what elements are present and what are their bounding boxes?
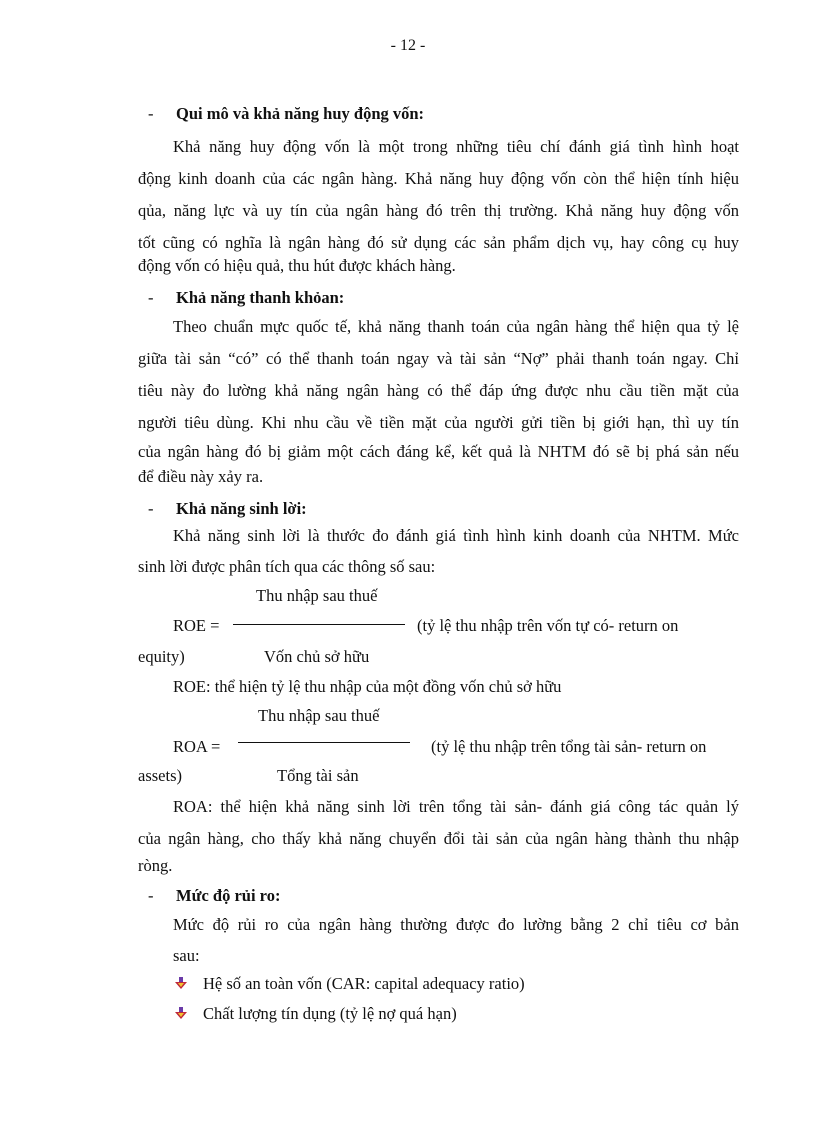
page-number: - 12 - bbox=[390, 37, 426, 54]
roa-label: ROA = bbox=[173, 737, 221, 756]
heading-capital-text: Qui mô và khả năng huy động vốn: bbox=[176, 104, 425, 123]
paragraph-line: động vốn có hiệu quả, thu hút được khách hàng. bbox=[138, 256, 456, 275]
roa-description-continued: assets) bbox=[138, 766, 182, 785]
heading-profitability bbox=[148, 499, 307, 519]
roa-numerator: Thu nhập sau thuế bbox=[258, 706, 380, 725]
heading-dash: - bbox=[148, 499, 154, 518]
heading-risk-text: Mức độ rủi ro: bbox=[176, 886, 281, 905]
heading-dash: - bbox=[148, 886, 154, 905]
roe-denominator: Vốn chủ sở hữu bbox=[264, 647, 370, 666]
paragraph-line: để điều này xảy ra. bbox=[138, 467, 264, 486]
heading-risk bbox=[148, 886, 280, 906]
paragraph-line: ROA: thể hiện khả năng sinh lời trên tổng tài sản- đánh giá công tác quản lý bbox=[173, 797, 739, 816]
paragraph-line: của ngân hàng, cho thấy khả năng chuyển đổi tài sản của ngân hàng thành thu nhập bbox=[138, 829, 739, 848]
heading-liquidity-text: Khả năng thanh khỏan: bbox=[176, 288, 345, 307]
roe-numerator: Thu nhập sau thuế bbox=[256, 586, 378, 605]
paragraph-line: người tiêu dùng. Khi nhu cầu về tiền mặt của người gửi tiền bị giới hạn, thì uy tín bbox=[138, 413, 739, 432]
heading-dash: - bbox=[148, 288, 154, 307]
arrow-bullet-icon bbox=[174, 976, 188, 990]
bullet-item-credit-quality: Chất lượng tín dụng (tỷ lệ nợ quá hạn) bbox=[203, 1004, 457, 1023]
paragraph-line: giữa tài sản “có” có thể thanh toán ngay và tài sản “Nợ” phải thanh toán ngay. Chỉ bbox=[138, 349, 739, 368]
paragraph-line: qủa, năng lực và uy tín của ngân hàng đó trên thị trường. Khả năng huy động vốn bbox=[138, 201, 739, 220]
paragraph-line: động kinh doanh của các ngân hàng. Khả năng huy động vốn còn thể hiện tính hiệu bbox=[138, 169, 739, 188]
paragraph-line: tốt cũng có nghĩa là ngân hàng đó sử dụng các sản phẩm dịch vụ, hay công cụ huy bbox=[138, 233, 739, 252]
roe-description-continued: equity) bbox=[138, 647, 185, 666]
roe-description: (tỷ lệ thu nhập trên vốn tự có- return on bbox=[417, 616, 679, 635]
heading-dash: - bbox=[148, 104, 154, 123]
roa-description: (tỷ lệ thu nhập trên tổng tài sản- return on bbox=[431, 737, 707, 756]
roa-fraction-bar bbox=[238, 742, 410, 743]
paragraph-line: sau: bbox=[173, 946, 200, 965]
paragraph-line: ròng. bbox=[138, 856, 173, 875]
arrow-bullet-icon bbox=[174, 1006, 188, 1020]
roe-explanation: ROE: thể hiện tỷ lệ thu nhập của một đồng vốn chủ sở hữu bbox=[173, 677, 562, 696]
paragraph-line: sinh lời được phân tích qua các thông số sau: bbox=[138, 557, 436, 576]
bullet-item-car: Hệ số an toàn vốn (CAR: capital adequacy ratio) bbox=[203, 974, 525, 993]
heading-profitability-text: Khả năng sinh lời: bbox=[176, 499, 307, 518]
paragraph-line: Mức độ rủi ro của ngân hàng thường được đo lường bằng 2 chỉ tiêu cơ bản bbox=[173, 915, 739, 934]
paragraph-line: của ngân hàng đó bị giảm một cách đáng kể, kết quả là NHTM đó sẽ bị phá sản nếu bbox=[138, 442, 739, 461]
paragraph-line: Khả năng sinh lời là thước đo đánh giá tình hình kinh doanh của NHTM. Mức bbox=[173, 526, 739, 545]
roe-fraction-bar bbox=[233, 624, 405, 625]
heading-capital bbox=[148, 104, 424, 124]
paragraph-line: tiêu này đo lường khả năng ngân hàng có thể đáp ứng được nhu cầu tiền mặt của bbox=[138, 381, 739, 400]
paragraph-line: Theo chuẩn mực quốc tế, khả năng thanh toán của ngân hàng thể hiện qua tỷ lệ bbox=[173, 317, 739, 336]
roa-denominator: Tổng tài sản bbox=[277, 766, 359, 785]
roe-label: ROE = bbox=[173, 616, 220, 635]
heading-liquidity bbox=[148, 288, 344, 308]
paragraph-line: Khả năng huy động vốn là một trong những tiêu chí đánh giá tình hình hoạt bbox=[173, 137, 739, 156]
